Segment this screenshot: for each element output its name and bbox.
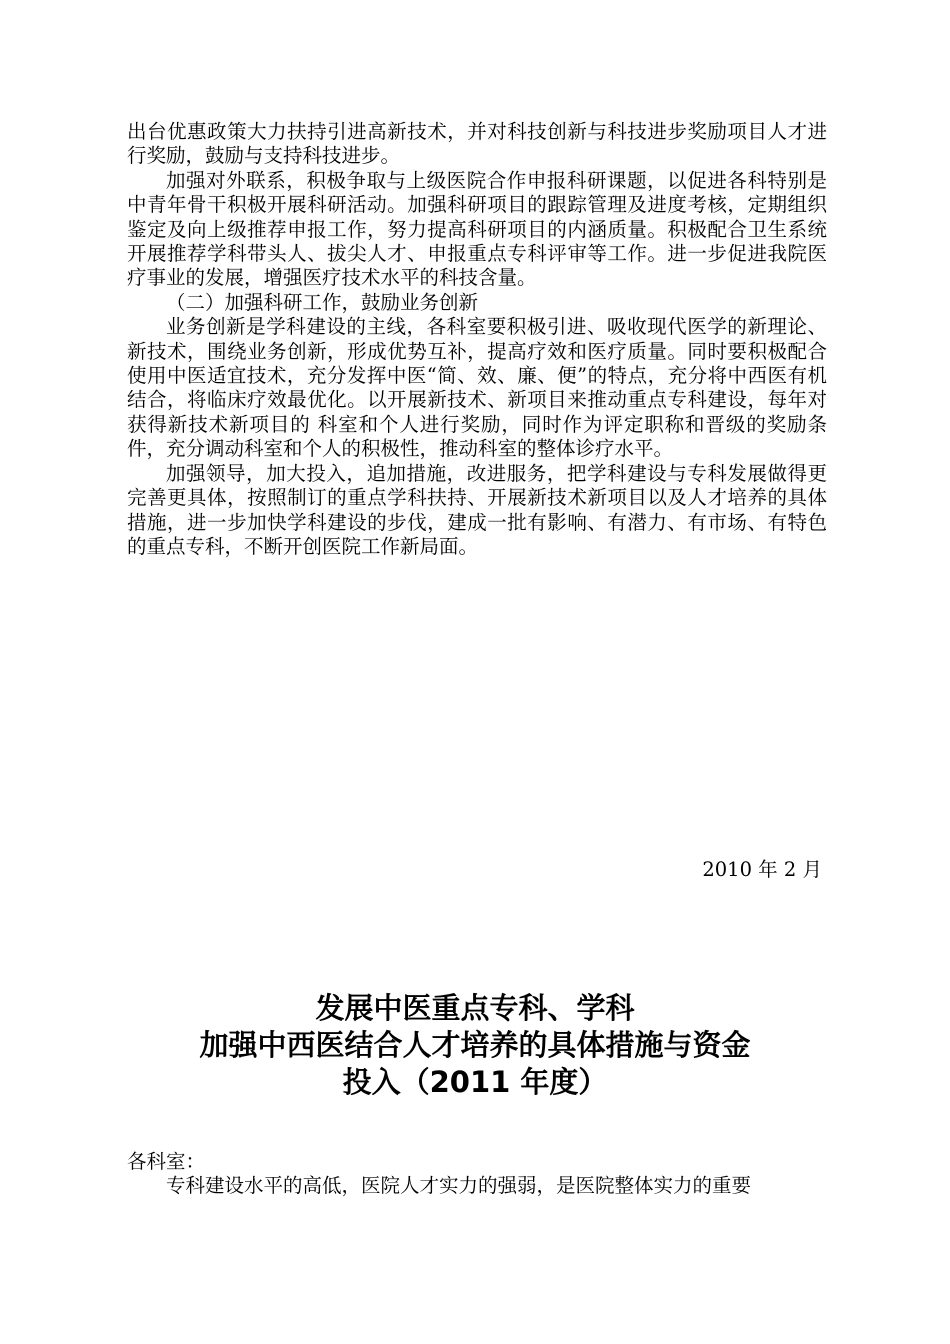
salutation: 各科室： xyxy=(127,1150,206,1173)
title-line-2: 加强中西医结合人才培养的具体措施与资金 xyxy=(199,1028,751,1062)
body-text xyxy=(127,120,827,559)
paragraph-continuation: 出台优惠政策大力扶持引进高新技术，并对科技创新与科技进步奖励项目人才进行奖励，鼓励与支持科技进步。 xyxy=(127,120,827,168)
title-line-3: 投入（2011 年度） xyxy=(342,1065,608,1099)
paragraph-external-cooperation: 加强对外联系，积极争取与上级医院合作申报科研课题，以促进各科特别是中青年骨干积极开展科研活动。加强科研项目的跟踪管理及进度考核，定期组织鉴定及向上级推荐申报工作，努力提高科研项目的内涵质量。积极配合卫生系统开展推荐学科带头人、拔尖人才、申报重点专科评审等工作。进一步促进我院医疗事业的发展，增强医疗技术水平的科技含量。 xyxy=(127,168,827,290)
title-line-1: 发展中医重点专科、学科 xyxy=(315,991,635,1025)
document-title xyxy=(100,990,850,1101)
paragraph-leadership: 加强领导，加大投入，追加措施，改进服务，把学科建设与专科发展做得更完善更具体，按照制订的重点学科扶持、开展新技术新项目以及人才培养的具体措施，进一步加快学科建设的步伐，建成一批有影响、有潜力、有市场、有特色的重点专科，不断开创医院工作新局面。 xyxy=(127,461,827,558)
section-heading-research: （二）加强科研工作，鼓励业务创新 xyxy=(166,290,479,314)
opening-paragraph: 专科建设水平的高低，医院人才实力的强弱，是医院整体实力的重要 xyxy=(166,1174,752,1198)
lower-body-text xyxy=(127,1150,827,1199)
document-date: 2010 年 2 月 xyxy=(702,858,822,881)
paragraph-business-innovation: 业务创新是学科建设的主线，各科室要积极引进、吸收现代医学的新理论、新技术，围绕业务创新，形成优势互补，提高疗效和医疗质量。同时要积极配合使用中医适宜技术，充分发挥中医“简、效、廉、便”的特点，充分将中西医有机结合，将临床疗效最优化。以开展新技术、新项目来推动重点专科建设，每年对获得新技术新项目的 科室和个人进行奖励，同时作为评定职称和晋级的奖励条件，充分调动科室和个人的积极性，推动科室的整体诊疗水平。 xyxy=(127,315,827,461)
